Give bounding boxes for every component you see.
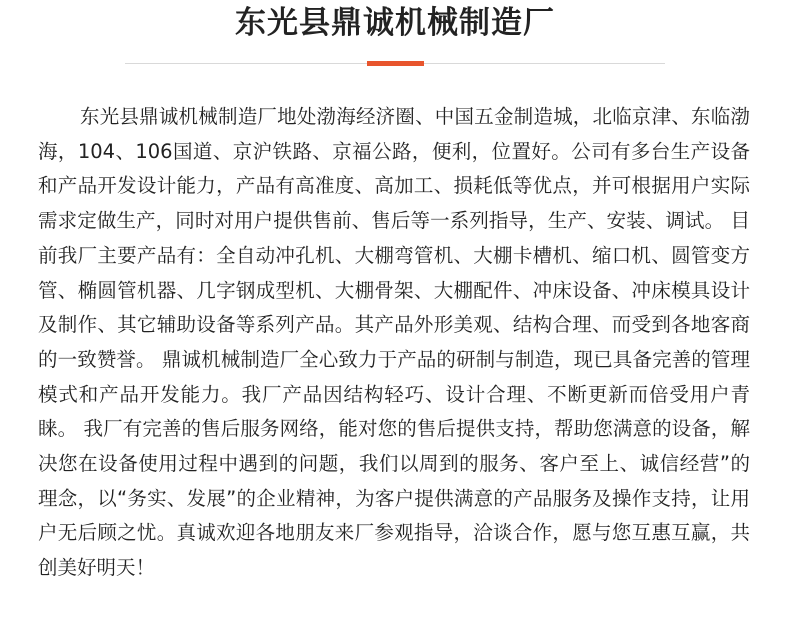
title-accent-bar [367,61,424,66]
page-title: 东光县鼎诚机械制造厂 [235,5,555,41]
company-description: 东光县鼎诚机械制造厂地处渤海经济圈、中国五金制造城，北临京津、东临渤海，104、106国道、京沪铁路、京福公路，便利，位置好。公司有多台生产设备和产品开发设计能力，产品有高准度、高加工、损耗低等优点，并可根据用户实际需求定做生产，同时对用户提供售前、售后等一系列指导，生产、安装、调试。 目前我厂主要产品有：全自动冲孔机、大棚弯管机、大棚卡槽机、缩口机、圆管变方管、椭圆管机器、几字钢成型机、大棚骨架、大棚配件、冲床设备、冲床模具设计及制作、其它辅助设备等系列产品。其产品外形美观、结构合理、而受到各地客商的一致赞誉。 鼎诚机械制造厂全心致力于产品的研制与制造，现已具备完善的管理模式和产品开发能力。我厂产品因结构轻巧、设计合理、不断更新而倍受用户青睐。 我厂有完善的售后服务网络，能对您的售后提供支持，帮助您满意的设备，解决您在设备使用过程中遇到的问题，我们以周到的服务、客户至上、诚信经营”的理念，以“务实、发展”的企业精神，为客户提供满意的产品服务及操作支持，让用户无后顾之忧。真诚欢迎各地朋友来厂参观指导，洽谈合作，愿与您互惠互赢，共创美好明天！ [38,105,750,580]
